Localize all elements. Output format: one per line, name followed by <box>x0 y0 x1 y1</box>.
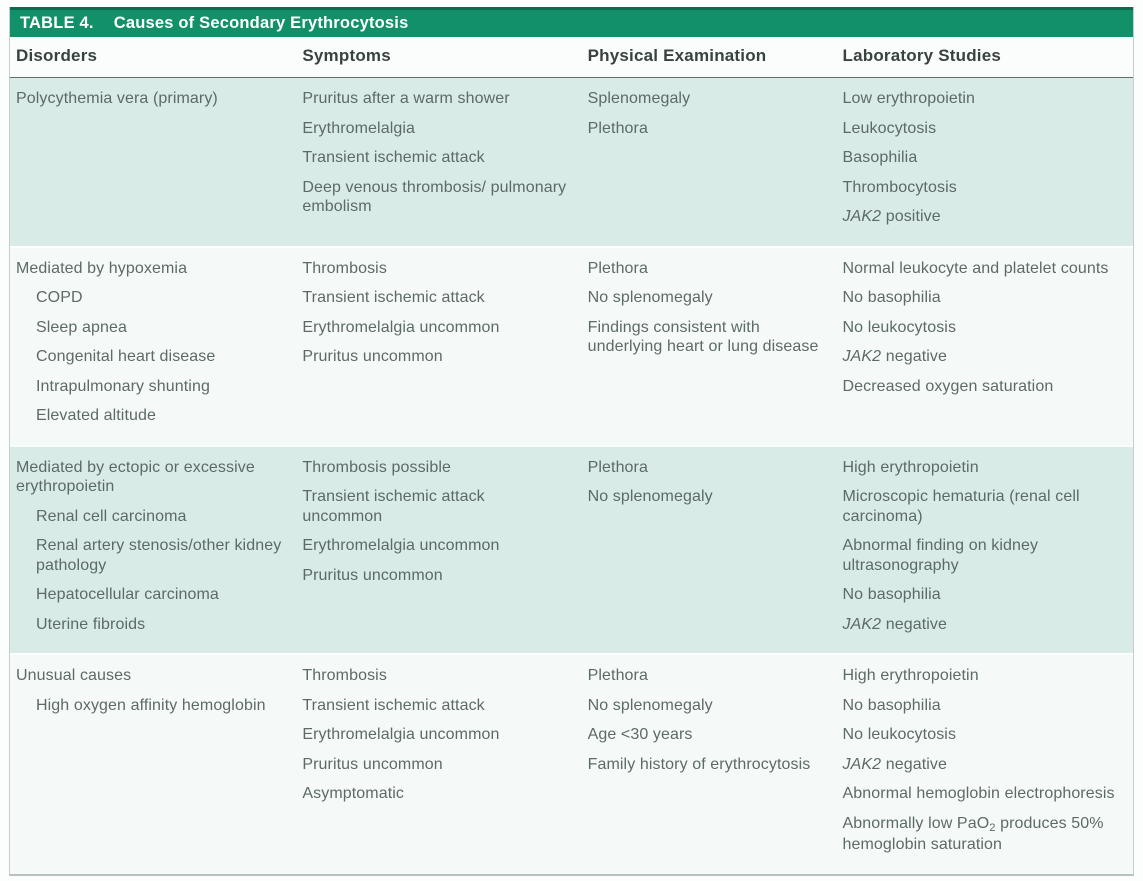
cell-item: Basophilia <box>842 149 918 167</box>
cell-item: No splenomegaly <box>587 289 713 307</box>
cell-physical-examination <box>582 259 837 436</box>
cell-item: No splenomegaly <box>587 488 713 506</box>
cell-item: Elevated altitude <box>36 407 157 425</box>
cell-item: Asymptomatic <box>302 785 405 803</box>
cell-item: Uterine fibroids <box>36 615 146 633</box>
table-title: Causes of Secondary Erythrocytosis <box>113 14 409 32</box>
cell-item: Erythromelalgia <box>302 119 416 137</box>
cell-item: Intrapulmonary shunting <box>36 377 210 395</box>
cell-symptoms <box>296 89 581 237</box>
cell-physical-examination <box>582 666 837 865</box>
cell-item: Transient ischemic attack uncommon <box>302 488 485 525</box>
cell-item: Normal leukocyte and platelet counts <box>842 259 1109 277</box>
cell-item: Findings consistent with underlying heart or lung disease <box>587 318 819 356</box>
cell-laboratory-studies <box>837 666 1133 865</box>
table-row <box>10 78 1133 246</box>
cell-item: Thrombosis <box>302 259 387 277</box>
cell-item: JAK2 negative <box>842 615 947 633</box>
cell-item: Abnormally low PaO2 produces 50% hemoglobin saturation <box>842 814 1104 854</box>
cell-symptoms <box>296 259 581 436</box>
cell-item: Deep venous thrombosis/ pulmonary embolism <box>302 178 567 216</box>
cell-item: COPD <box>36 289 83 307</box>
table-row <box>10 445 1133 654</box>
cell-disorders <box>10 666 296 865</box>
cell-disorders <box>10 458 296 645</box>
cell-item: Hepatocellular carcinoma <box>36 586 219 604</box>
cell-item: Renal artery stenosis/other kidney pathology <box>36 537 282 574</box>
cell-item: Plethora <box>587 667 648 685</box>
cell-item: High oxygen affinity hemoglobin <box>36 696 266 714</box>
table-title-bar <box>10 7 1133 37</box>
cell-item: Pruritus uncommon <box>302 348 443 366</box>
cell-item: No basophilia <box>842 586 941 604</box>
cell-item: Pruritus after a warm shower <box>302 90 510 107</box>
causes-of-secondary-erythrocytosis-table <box>9 7 1134 876</box>
cell-disorders <box>10 89 296 237</box>
cell-item: Thrombosis <box>302 667 387 685</box>
cell-item: Microscopic hematuria (renal cell carcinoma) <box>842 488 1080 525</box>
cell-item: Plethora <box>587 259 648 277</box>
cell-symptoms <box>296 666 581 865</box>
cell-item: Age <30 years <box>587 726 693 744</box>
cell-item: No basophilia <box>842 696 941 714</box>
cell-item: No basophilia <box>842 289 941 307</box>
cell-item: High erythropoietin <box>842 458 979 476</box>
cell-item: Plethora <box>587 458 648 476</box>
cell-item: Erythromelalgia uncommon <box>302 726 500 744</box>
cell-item: No splenomegaly <box>587 696 713 714</box>
cell-item: Transient ischemic attack <box>302 149 485 167</box>
cell-item: Sleep apnea <box>36 318 127 336</box>
cell-item: JAK2 negative <box>842 755 947 773</box>
cell-item: Thrombosis possible <box>302 458 451 476</box>
cell-item: Abnormal finding on kidney ultrasonography <box>842 537 1039 574</box>
cell-item: Splenomegaly <box>587 90 691 107</box>
table-body <box>10 78 1133 874</box>
cell-item: Family history of erythrocytosis <box>587 755 811 773</box>
cell-item: No leukocytosis <box>842 318 957 336</box>
table-number: TABLE 4. <box>20 14 94 32</box>
cell-item: Pruritus uncommon <box>302 566 443 584</box>
cell-item: Erythromelalgia uncommon <box>302 318 500 336</box>
cell-laboratory-studies <box>837 259 1133 436</box>
cell-item: Low erythropoietin <box>842 90 976 107</box>
cell-item: Erythromelalgia uncommon <box>302 537 500 555</box>
cell-item: Polycythemia vera (primary) <box>16 90 218 107</box>
column-headers-row <box>10 37 1133 78</box>
column-header-laboratory-studies: Laboratory Studies <box>842 46 1002 65</box>
cell-physical-examination <box>582 458 837 645</box>
cell-item: Mediated by ectopic or excessive erythropoietin <box>16 458 255 496</box>
column-header-disorders: Disorders <box>16 46 98 65</box>
cell-physical-examination <box>582 89 837 237</box>
cell-item: No leukocytosis <box>842 726 957 744</box>
table-row <box>10 653 1133 874</box>
cell-symptoms <box>296 458 581 645</box>
cell-laboratory-studies <box>837 89 1133 237</box>
cell-item: Decreased oxygen saturation <box>842 377 1054 395</box>
cell-item: High erythropoietin <box>842 667 979 685</box>
cell-laboratory-studies <box>837 458 1133 645</box>
cell-item: Congenital heart disease <box>36 348 216 366</box>
cell-item: JAK2 positive <box>842 208 941 226</box>
column-header-physical-examination: Physical Examination <box>587 46 767 65</box>
cell-item: Plethora <box>587 119 648 137</box>
column-header-symptoms: Symptoms <box>302 46 391 65</box>
cell-item: Pruritus uncommon <box>302 755 443 773</box>
cell-item: Transient ischemic attack <box>302 289 485 307</box>
cell-item: Mediated by hypoxemia <box>16 259 188 277</box>
cell-item: Unusual causes <box>16 667 132 685</box>
cell-item: Leukocytosis <box>842 119 937 137</box>
cell-item: Transient ischemic attack <box>302 696 485 714</box>
cell-item: Abnormal hemoglobin electrophoresis <box>842 785 1115 803</box>
cell-item: Renal cell carcinoma <box>36 507 187 525</box>
cell-item: Thrombocytosis <box>842 178 957 196</box>
cell-item: JAK2 negative <box>842 348 947 366</box>
table-row <box>10 246 1133 445</box>
cell-disorders <box>10 259 296 436</box>
